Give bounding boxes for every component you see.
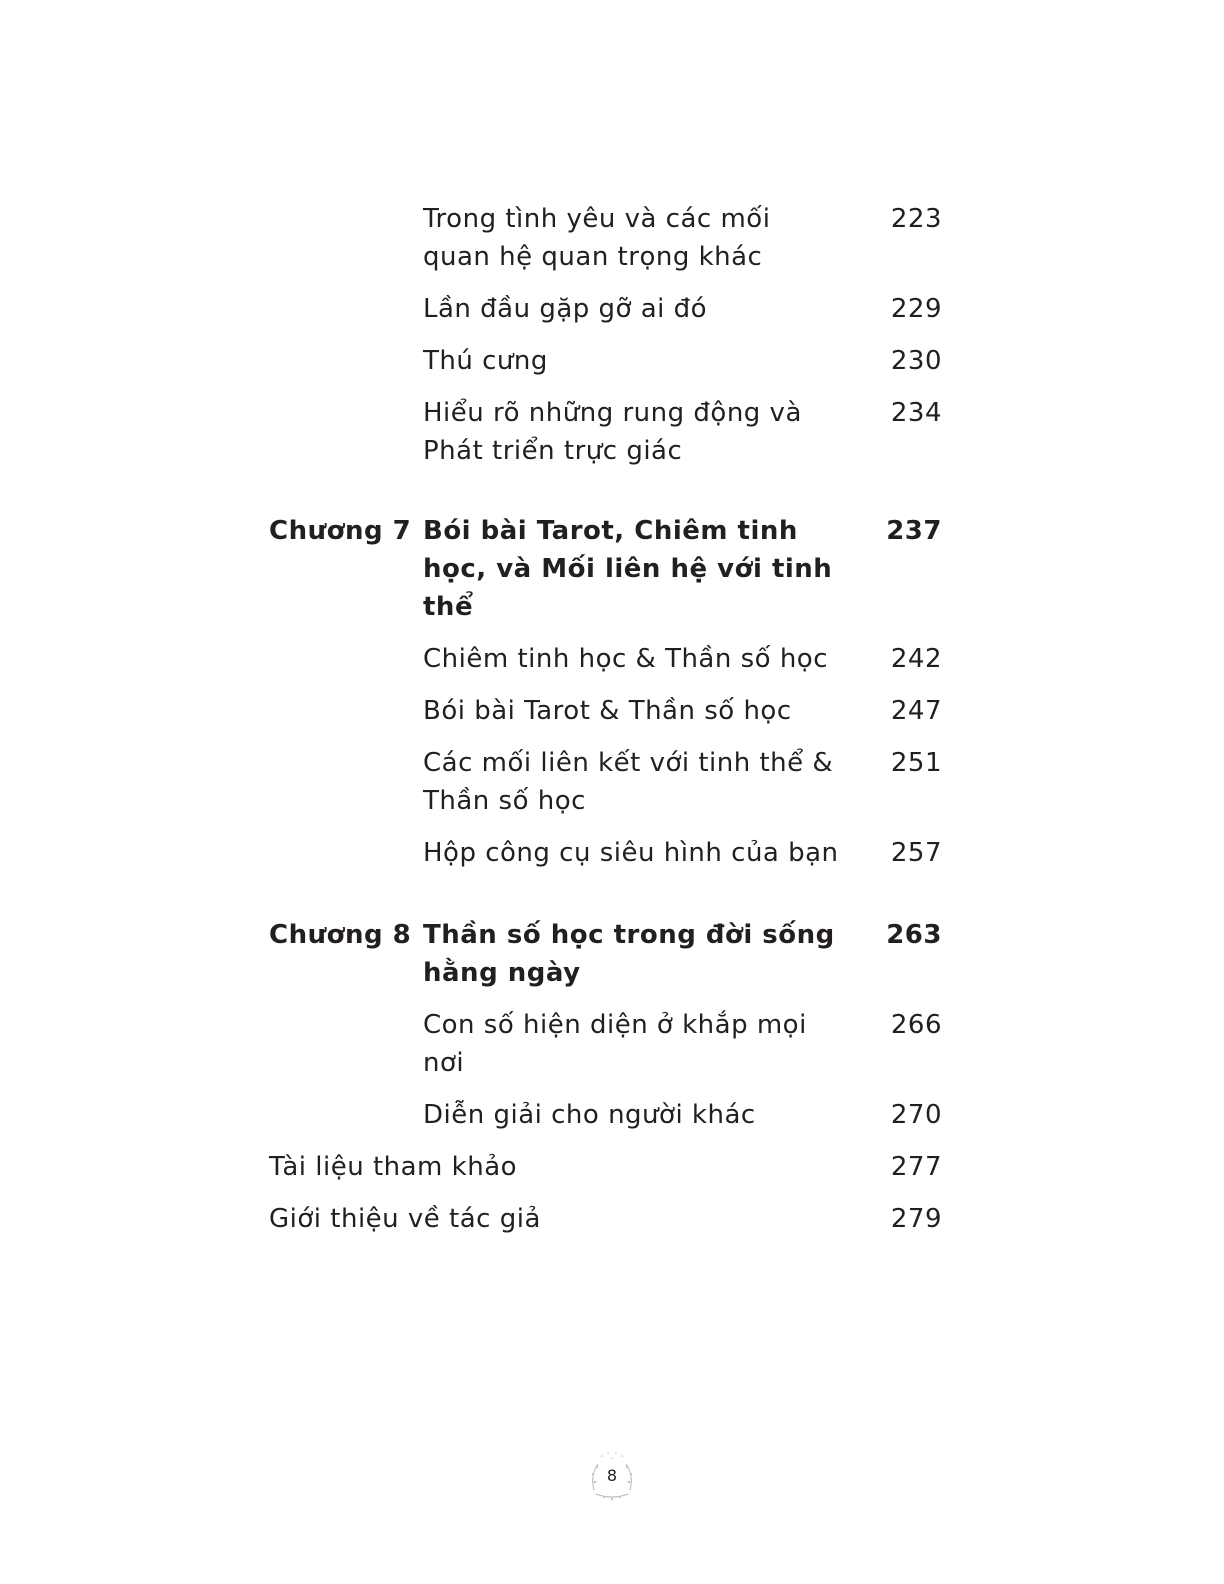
- toc-entry-title: Thú cưng: [423, 346, 548, 376]
- toc-entry-title: Diễn giải cho người khác: [423, 1100, 756, 1130]
- toc-entry-references[interactable]: [269, 1148, 942, 1186]
- toc-entry-page: 251: [890, 748, 942, 778]
- toc-chapter-7[interactable]: [269, 512, 942, 626]
- toc-entry-page: 279: [890, 1204, 942, 1234]
- toc-entry[interactable]: [269, 342, 942, 380]
- toc-entry-page: 277: [890, 1152, 942, 1182]
- toc-entry[interactable]: [269, 394, 942, 470]
- toc-entry-page: 230: [890, 346, 942, 376]
- chapter-label: Chương 7: [269, 516, 412, 546]
- toc-entry-page: 257: [890, 838, 942, 868]
- chapter-page: 263: [886, 920, 942, 950]
- chapter-title: Thần số học trong đời sống hằng ngày: [423, 920, 835, 988]
- page-footer: [586, 1450, 638, 1502]
- toc-entry-title: Tài liệu tham khảo: [269, 1152, 518, 1182]
- toc-entry[interactable]: [269, 744, 942, 820]
- toc-entry[interactable]: [269, 834, 942, 872]
- toc-entry-about-author[interactable]: [269, 1200, 942, 1238]
- toc-entry-title: Lần đầu gặp gỡ ai đó: [423, 294, 708, 324]
- chapter-page: 237: [886, 516, 942, 546]
- toc-entry-title: Hộp công cụ siêu hình của bạn: [423, 838, 839, 868]
- toc-chapter-8[interactable]: [269, 916, 942, 992]
- toc-entry-title: Hiểu rõ những rung động và Phát triển trực giác: [423, 398, 802, 466]
- toc-entry-title: Trong tình yêu và các mối quan hệ quan trọng khác: [423, 204, 771, 272]
- toc-entry-title: Chiêm tinh học & Thần số học: [423, 644, 829, 674]
- toc-entry[interactable]: [269, 290, 942, 328]
- toc-entry-page: 247: [890, 696, 942, 726]
- chapter-title: Bói bài Tarot, Chiêm tinh học, và Mối liên hệ với tinh thể: [423, 516, 833, 622]
- toc-entry-page: 266: [890, 1010, 942, 1040]
- toc-entry-title: Các mối liên kết với tinh thể & Thần số học: [423, 748, 834, 816]
- toc-entry-title: Con số hiện diện ở khắp mọi nơi: [423, 1010, 807, 1078]
- chapter-label: Chương 8: [269, 920, 412, 950]
- toc-entry[interactable]: [269, 640, 942, 678]
- toc-entry-page: 234: [890, 398, 942, 428]
- toc-entry-page: 242: [890, 644, 942, 674]
- toc-entry-page: 270: [890, 1100, 942, 1130]
- toc-entry-title: Giới thiệu về tác giả: [269, 1204, 541, 1234]
- toc-entry[interactable]: [269, 1096, 942, 1134]
- toc-entry[interactable]: [269, 692, 942, 730]
- toc-entry-page: 229: [890, 294, 942, 324]
- table-of-contents: [269, 200, 942, 1252]
- toc-entry-title: Bói bài Tarot & Thần số học: [423, 696, 792, 726]
- toc-entry-page: 223: [890, 204, 942, 234]
- page-number: 8: [606, 1466, 618, 1485]
- toc-entry[interactable]: [269, 1006, 942, 1082]
- toc-entry[interactable]: [269, 200, 942, 276]
